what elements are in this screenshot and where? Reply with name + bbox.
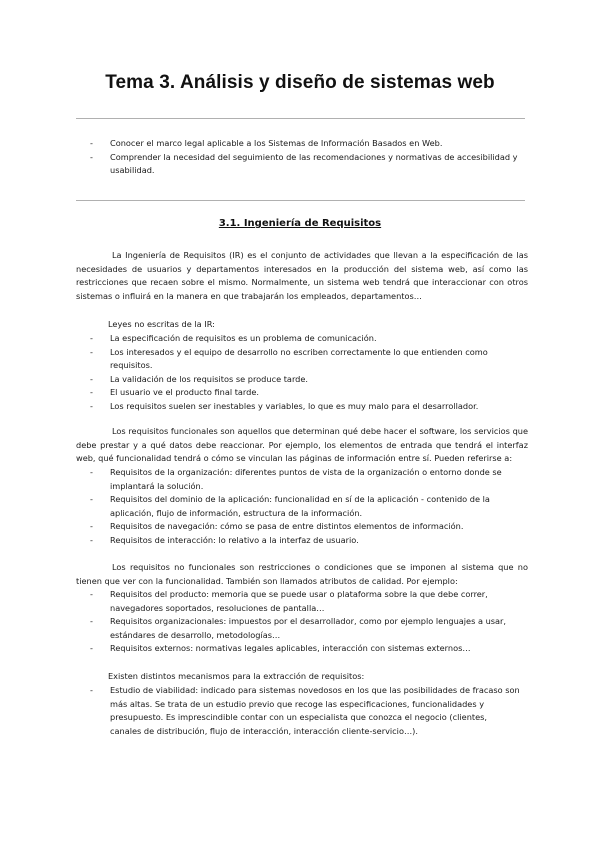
top-divider (76, 118, 525, 119)
law-item: - La validación de los requisitos se produce tarde. (90, 373, 520, 387)
nonfunctional-item: - Requisitos del producto: memoria que se puede usar o plataforma sobre la que debe correr, navegadores soportados, resoluciones de pantalla… (90, 588, 520, 615)
objectives-list (90, 137, 520, 178)
functional-item: - Requisitos del dominio de la aplicación: funcionalidad en sí de la aplicación - contenido de la aplicación, flujo de información, estructura de la información. (90, 493, 520, 520)
nonfunctional-paragraph: Los requisitos no funcionales son restricciones o condiciones que se imponen al sistema que no tienen que ver con la funcionalidad. También son llamados atributos de calidad. Por ejemplo: (76, 562, 528, 586)
bottom-divider (76, 200, 525, 201)
intro-paragraph: La Ingeniería de Requisitos (IR) es el conjunto de actividades que llevan a la especificación de las necesidades de usuarios y departamentos interesados en la producción del sistema web, así como las restricciones que recaen sobre el mismo. Normalmente, un sistema web tendrá que interaccionar con otros sistemas o influirá en la manera en que trabajarán los empleados, departamentos… (76, 250, 528, 301)
functional-item: - Requisitos de interacción: lo relativo a la interfaz de usuario. (90, 534, 520, 548)
law-item: - El usuario ve el producto final tarde. (90, 386, 520, 400)
law-item: - La especificación de requisitos es un problema de comunicación. (90, 332, 520, 346)
objective-item: - Conocer el marco legal aplicable a los Sistemas de Información Basados en Web. (90, 137, 520, 151)
laws-label: Leyes no escritas de la IR: (108, 319, 215, 329)
mechanism-item: - Estudio de viabilidad: indicado para sistemas novedosos en los que las posibilidades de fracaso son más altas. Se trata de un estudio previo que recoge las especificaciones, funcionalidades y presupuesto. Es imprescindible contar con un especialista que conozca el negocio (clientes, canales de distribución, flujo de interacción, interacción cliente-servicio…). (90, 684, 520, 738)
nonfunctional-item: - Requisitos externos: normativas legales aplicables, interacción con sistemas externos… (90, 642, 520, 656)
section-heading: 3.1. Ingeniería de Requisitos (218, 218, 382, 229)
functional-paragraph: Los requisitos funcionales son aquellos que determinan qué debe hacer el software, los servicios que debe prestar y a qué datos debe reaccionar. Por ejemplo, los elementos de entrada que tendrá el interfaz web, qué funcionalidad tendrá o cómo se vinculan las páginas de información entre sí. Pueden referirse a: (76, 426, 528, 463)
objective-item: - Comprender la necesidad del seguimiento de las recomendaciones y normativas de accesibilidad y usabilidad. (90, 151, 520, 178)
law-item: - Los requisitos suelen ser inestables y variables, lo que es muy malo para el desarrollador. (90, 400, 520, 414)
functional-item: - Requisitos de la organización: diferentes puntos de vista de la organización o entorno donde se implantará la solución. (90, 466, 520, 493)
functional-item: - Requisitos de navegación: cómo se pasa de entre distintos elementos de información. (90, 520, 520, 534)
nonfunctional-list (90, 588, 520, 656)
mechanisms-list (90, 684, 520, 738)
law-item: - Los interesados y el equipo de desarrollo no escriben correctamente lo que entienden como requisitos. (90, 346, 520, 373)
laws-list (90, 332, 520, 413)
functional-list (90, 466, 520, 547)
nonfunctional-item: - Requisitos organizacionales: impuestos por el desarrollador, como por ejemplo lenguajes a usar, estándares de desarrollo, metodologías… (90, 615, 520, 642)
document-title: Tema 3. Análisis y diseño de sistemas web (105, 72, 495, 93)
mechanisms-label: Existen distintos mecanismos para la extracción de requisitos: (108, 671, 365, 681)
